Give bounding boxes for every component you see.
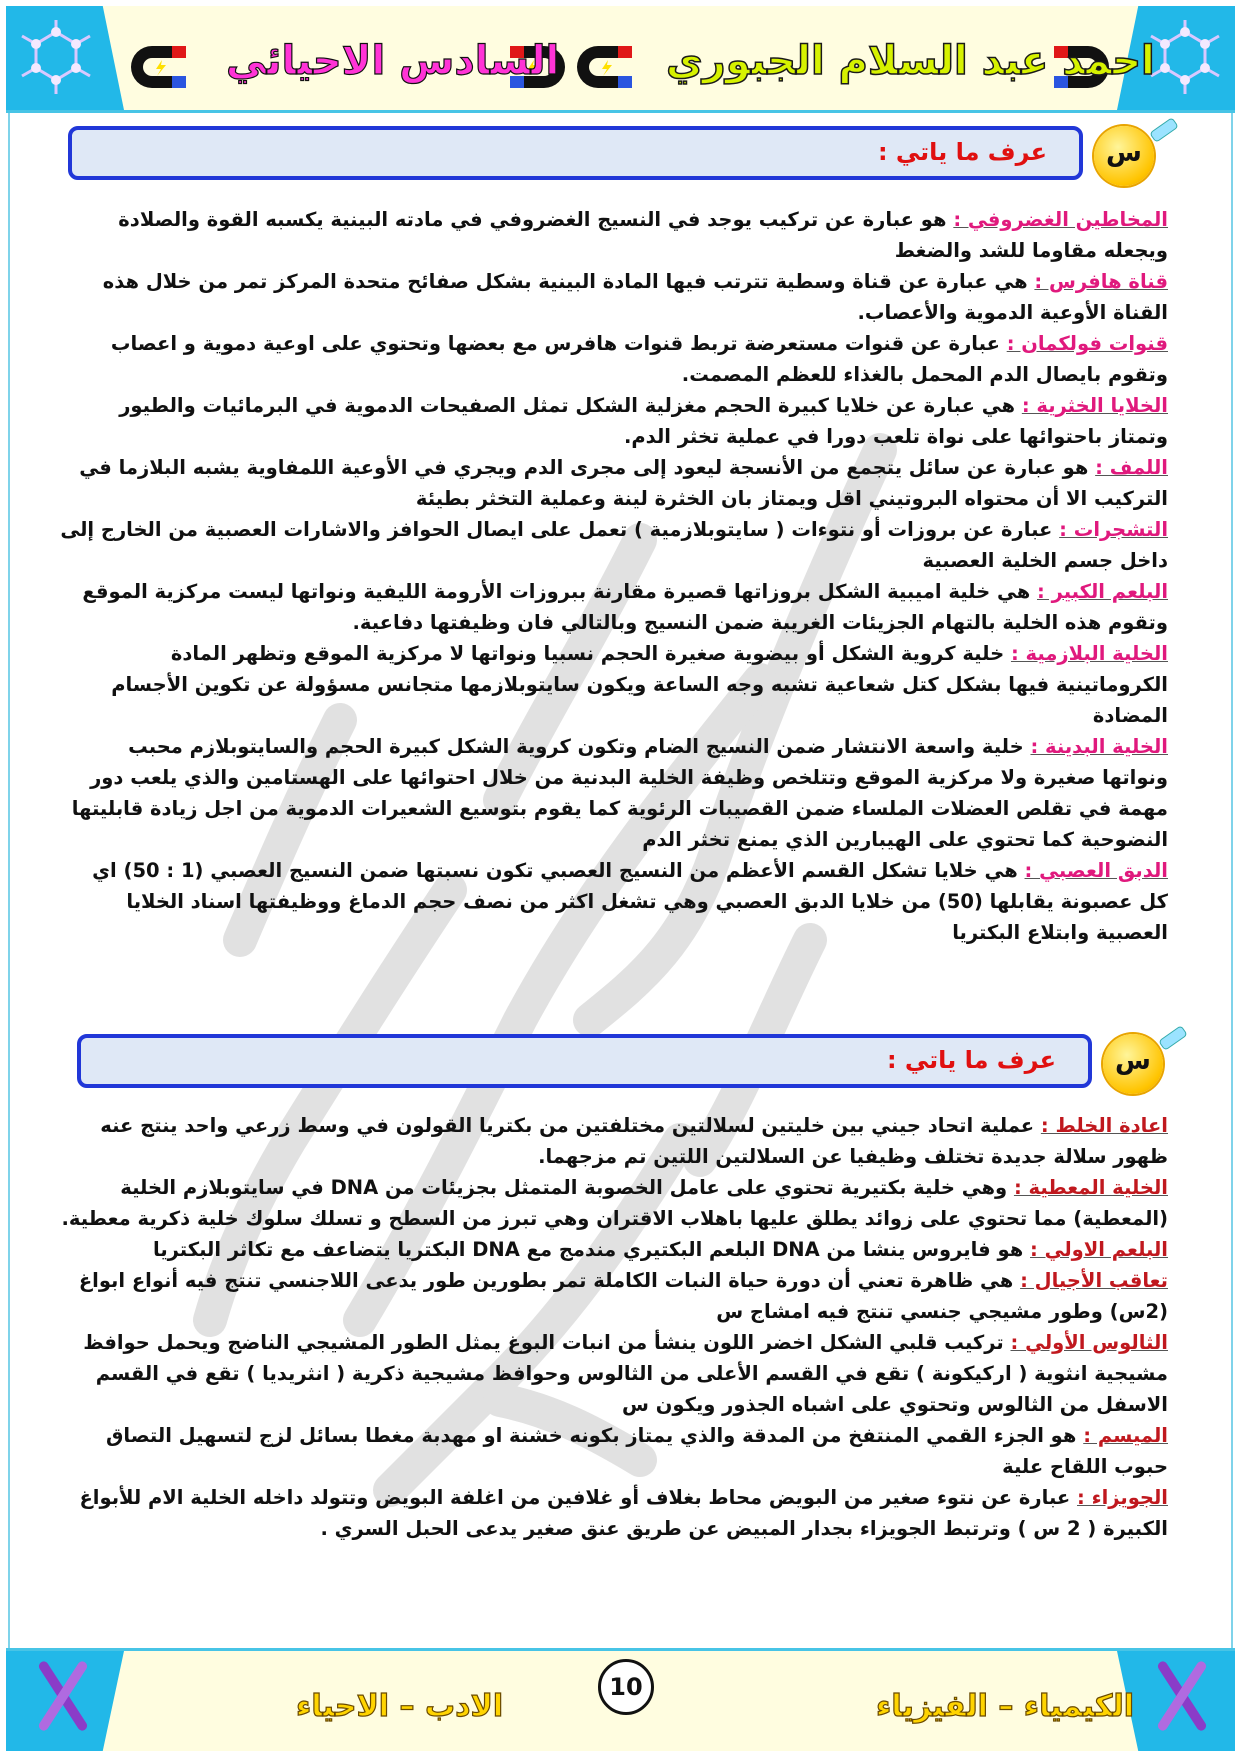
page-footer [6,1648,1235,1751]
definition-item [60,204,1168,266]
definition-term: قناة هافرس : [1034,270,1168,293]
definition-term: الميسم : [1083,1424,1168,1447]
page-number: 10 [598,1659,654,1715]
definition-term: الدبق العصبي : [1024,859,1168,882]
definition-term: المخاطين الغضروفي : [953,208,1168,231]
footer-left-subjects: الادب – الاحياء [296,1689,504,1724]
definition-item [60,266,1168,328]
question-badge [1103,1034,1163,1094]
footer-right-corner [1117,1651,1235,1751]
section-2-header [77,1034,1092,1088]
section-2-title: عرف ما ياتي : [886,1046,1056,1074]
question-badge-label: س [1106,138,1142,168]
definition-text: تركيب قلبي الشكل اخضر اللون ينشأ من انبات البوغ يمثل الطور المشيجي الناضج ويحمل حوافظ مشيجية انثوية ( اركيكونة ) تقع في القسم الأعلى من الثالوس وحوافظ مشيجية ذكرية ( انثريديا ) تقع في القسم الاسفل من الثالوس وتحتوي على اشباه الجذور ويكون س [83,1331,1168,1416]
definition-text: هي عبارة عن خلايا كبيرة الحجم مغزلية الشكل تمثل الصفيحات الدموية في البرمائيات والطيور وتمتاز باحتوائها على نواة تلعب دورا في عملية تخثر الدم. [119,394,1168,448]
definition-text: هو عبارة عن تركيب يوجد في النسيج الغضروفي في مادته البينية يكسبه القوة والصلادة ويجعله مقاوما للشد والضغط [118,208,1168,262]
definition-term: البلعم الكبير : [1037,580,1168,603]
section-1-header [68,126,1083,180]
definition-item [60,731,1168,855]
definition-text: هو فايروس ينشا من DNA البلعم البكتيري مندمج مع DNA البكتريا يتضاعف مع تكاثر البكتريا [153,1238,1031,1261]
footer-left-corner [6,1651,124,1751]
question-badge [1094,126,1154,186]
header-grade: السادس الاحيائي [226,38,560,84]
definition-text: عبارة عن بروزات أو نتوءات ( سايتوبلازمية ) تعمل على ايصال الحوافز والاشارات العصبية من الخارج إلى داخل جسم الخلية العصبية [60,518,1168,572]
chromosome-icon [28,1661,98,1731]
header-author-name: احمد عبد السلام الجبوري [666,38,1155,84]
definition-text: وهي خلية بكتيرية تحتوي على عامل الخصوبة المتمثل بجزيئات من DNA في سايتوبلازم الخلية (المعطية) مما تحتوي على زوائد يطلق عليها باهلاب الاقتران وهي تبرز من السطح و تسلك سلوك خلية ذكرية معطية. [61,1176,1168,1230]
definition-item [60,1327,1168,1420]
section-1-definitions [60,204,1168,948]
definition-term: اعادة الخلط : [1040,1114,1168,1137]
definition-text: خلية واسعة الانتشار ضمن النسيج الضام وتكون كروية الشكل كبيرة الحجم والسايتوبلازم محبب ونواتها صغيرة ولا مركزية الموقع وتتلخص وظيفة الخلية البدنية من خلال احتوائها على الهستامين والذي يلعب دور مهمة في تقلص العضلات الملساء ضمن القصيبات الرئوية كما يقوم بتوسيع الشعيرات الدموية من اجل زيادة قابليتها النضوحية كما تحتوي على الهيبارين الذي يمنع تخثر الدم [71,735,1168,851]
definition-text: خلية كروية الشكل أو بيضوية صغيرة الحجم نسبيا ونواتها لا مركزية الموقع وتظهر المادة الكروماتينية فيها بشكل كتل شعاعية تشبه وجه الساعة ويكون سايتوبلازمها متجانس مسؤولة عن تكوين الأجسام المضادة [111,642,1168,727]
footer-right-subjects: الكيمياء – الفيزياء [876,1689,1135,1724]
definition-item [60,1482,1168,1544]
definition-term: البلعم الاولي : [1030,1238,1168,1261]
definition-item [60,1265,1168,1327]
definition-item [60,576,1168,638]
definition-term: الجويزاء : [1077,1486,1168,1509]
definition-text: عملية اتحاد جيني بين خليتين لسلالتين مختلفتين من بكتريا القولون في وسط زرعي واحد ينتج عنه ظهور سلالة جديدة تختلف وظيفيا عن السلالتين اللتين تم مزجهما. [100,1114,1168,1168]
definition-term: الثالوس الأولي : [1010,1331,1168,1354]
definition-text: هي عبارة عن قناة وسطية تترتب فيها المادة البينية بشكل صفائح متحدة المركز تمر من خلال هذه القناة الأوعية الدموية والأعصاب. [102,270,1168,324]
definition-item [60,638,1168,731]
definition-term: الخلية البدينة : [1030,735,1168,758]
definition-text: هي خلية اميبية الشكل بروزاتها قصيرة مقارنة ببروزات الأرومة الليفية ونواتها ليست مركزية الموقع وتقوم هذه الخلية بالتهام الجزيئات الغريبة ضمن النسيج وبالتالي فان وظيفتها دفاعية. [82,580,1168,634]
definition-term: الخلية البلازمية : [1010,642,1168,665]
magnet-icon [574,42,638,92]
definition-term: اللمف : [1095,456,1168,479]
definition-text: هو عبارة عن سائل يتجمع من الأنسجة ليعود إلى مجرى الدم ويجري في الأوعية اللمفاوية يشبه البلازما في التركيب الا أن محتواه البروتيني اقل ويمتاز بان الخثرة لينة وعملية التخثر بطيئة [79,456,1168,510]
definition-item [60,855,1168,948]
magnet-icon [128,42,192,92]
definition-item [60,452,1168,514]
definition-item [60,328,1168,390]
section-1-title: عرف ما ياتي : [877,138,1047,166]
chromosome-icon [1147,1661,1217,1731]
definition-term: تعاقب الأجيال : [1020,1269,1168,1292]
definition-item [60,1172,1168,1234]
molecule-icon [16,18,96,98]
molecule-icon [1145,18,1225,98]
definition-item [60,1110,1168,1172]
question-badge-label: س [1115,1046,1151,1076]
header-left-corner [6,6,124,110]
definition-item [60,1420,1168,1482]
definition-term: قنوات فولكمان : [1006,332,1168,355]
definition-text: عبارة عن قنوات مستعرضة تربط قنوات هافرس مع بعضها وتحتوي على اوعية دموية و اعصاب وتقوم بايصال الدم المحمل بالغذاء للعظم المصمت. [110,332,1168,386]
definition-item [60,1234,1168,1265]
definition-term: الخلايا الخثرية : [1021,394,1168,417]
definition-text: هي خلايا تشكل القسم الأعظم من النسيج العصبي تكون نسبتها ضمن النسيج العصبي (1 : 50) اي كل عصبونة يقابلها (50) من خلايا الدبق العصبي وهي تشغل اكثر من نصف حجم الدماغ ووظيفتها اسناد الخلايا العصبية وابتلاع البكتريا [92,859,1168,944]
definition-text: هو الجزء القمي المنتفخ من المدقة والذي يمتاز بكونه خشنة او مهدبة مغطا بسائل لزج لتسهيل التصاق حبوب اللقاح علية [105,1424,1168,1478]
definition-term: الخلية المعطية : [1013,1176,1168,1199]
definition-text: هي ظاهرة تعني أن دورة حياة النبات الكاملة تمر بطورين طور يدعى اللاجنسي تنتج فيه أنواع ابواغ (2س) وطور مشيجي جنسي تنتج فيه امشاج س [78,1269,1168,1323]
page-header [6,6,1235,113]
definition-text: عبارة عن نتوء صغير من البويض محاط بغلاف أو غلافين من اغلفة البويض وتتولد داخله الخلية الام للأبواغ الكبيرة ( 2 س ) وترتبط الجويزاء بجدار المبيض عن طريق عنق صغير يدعى الحبل السري . [79,1486,1168,1540]
section-2-definitions [60,1110,1168,1544]
definition-item [60,514,1168,576]
definition-item [60,390,1168,452]
definition-term: التشجرات : [1059,518,1168,541]
